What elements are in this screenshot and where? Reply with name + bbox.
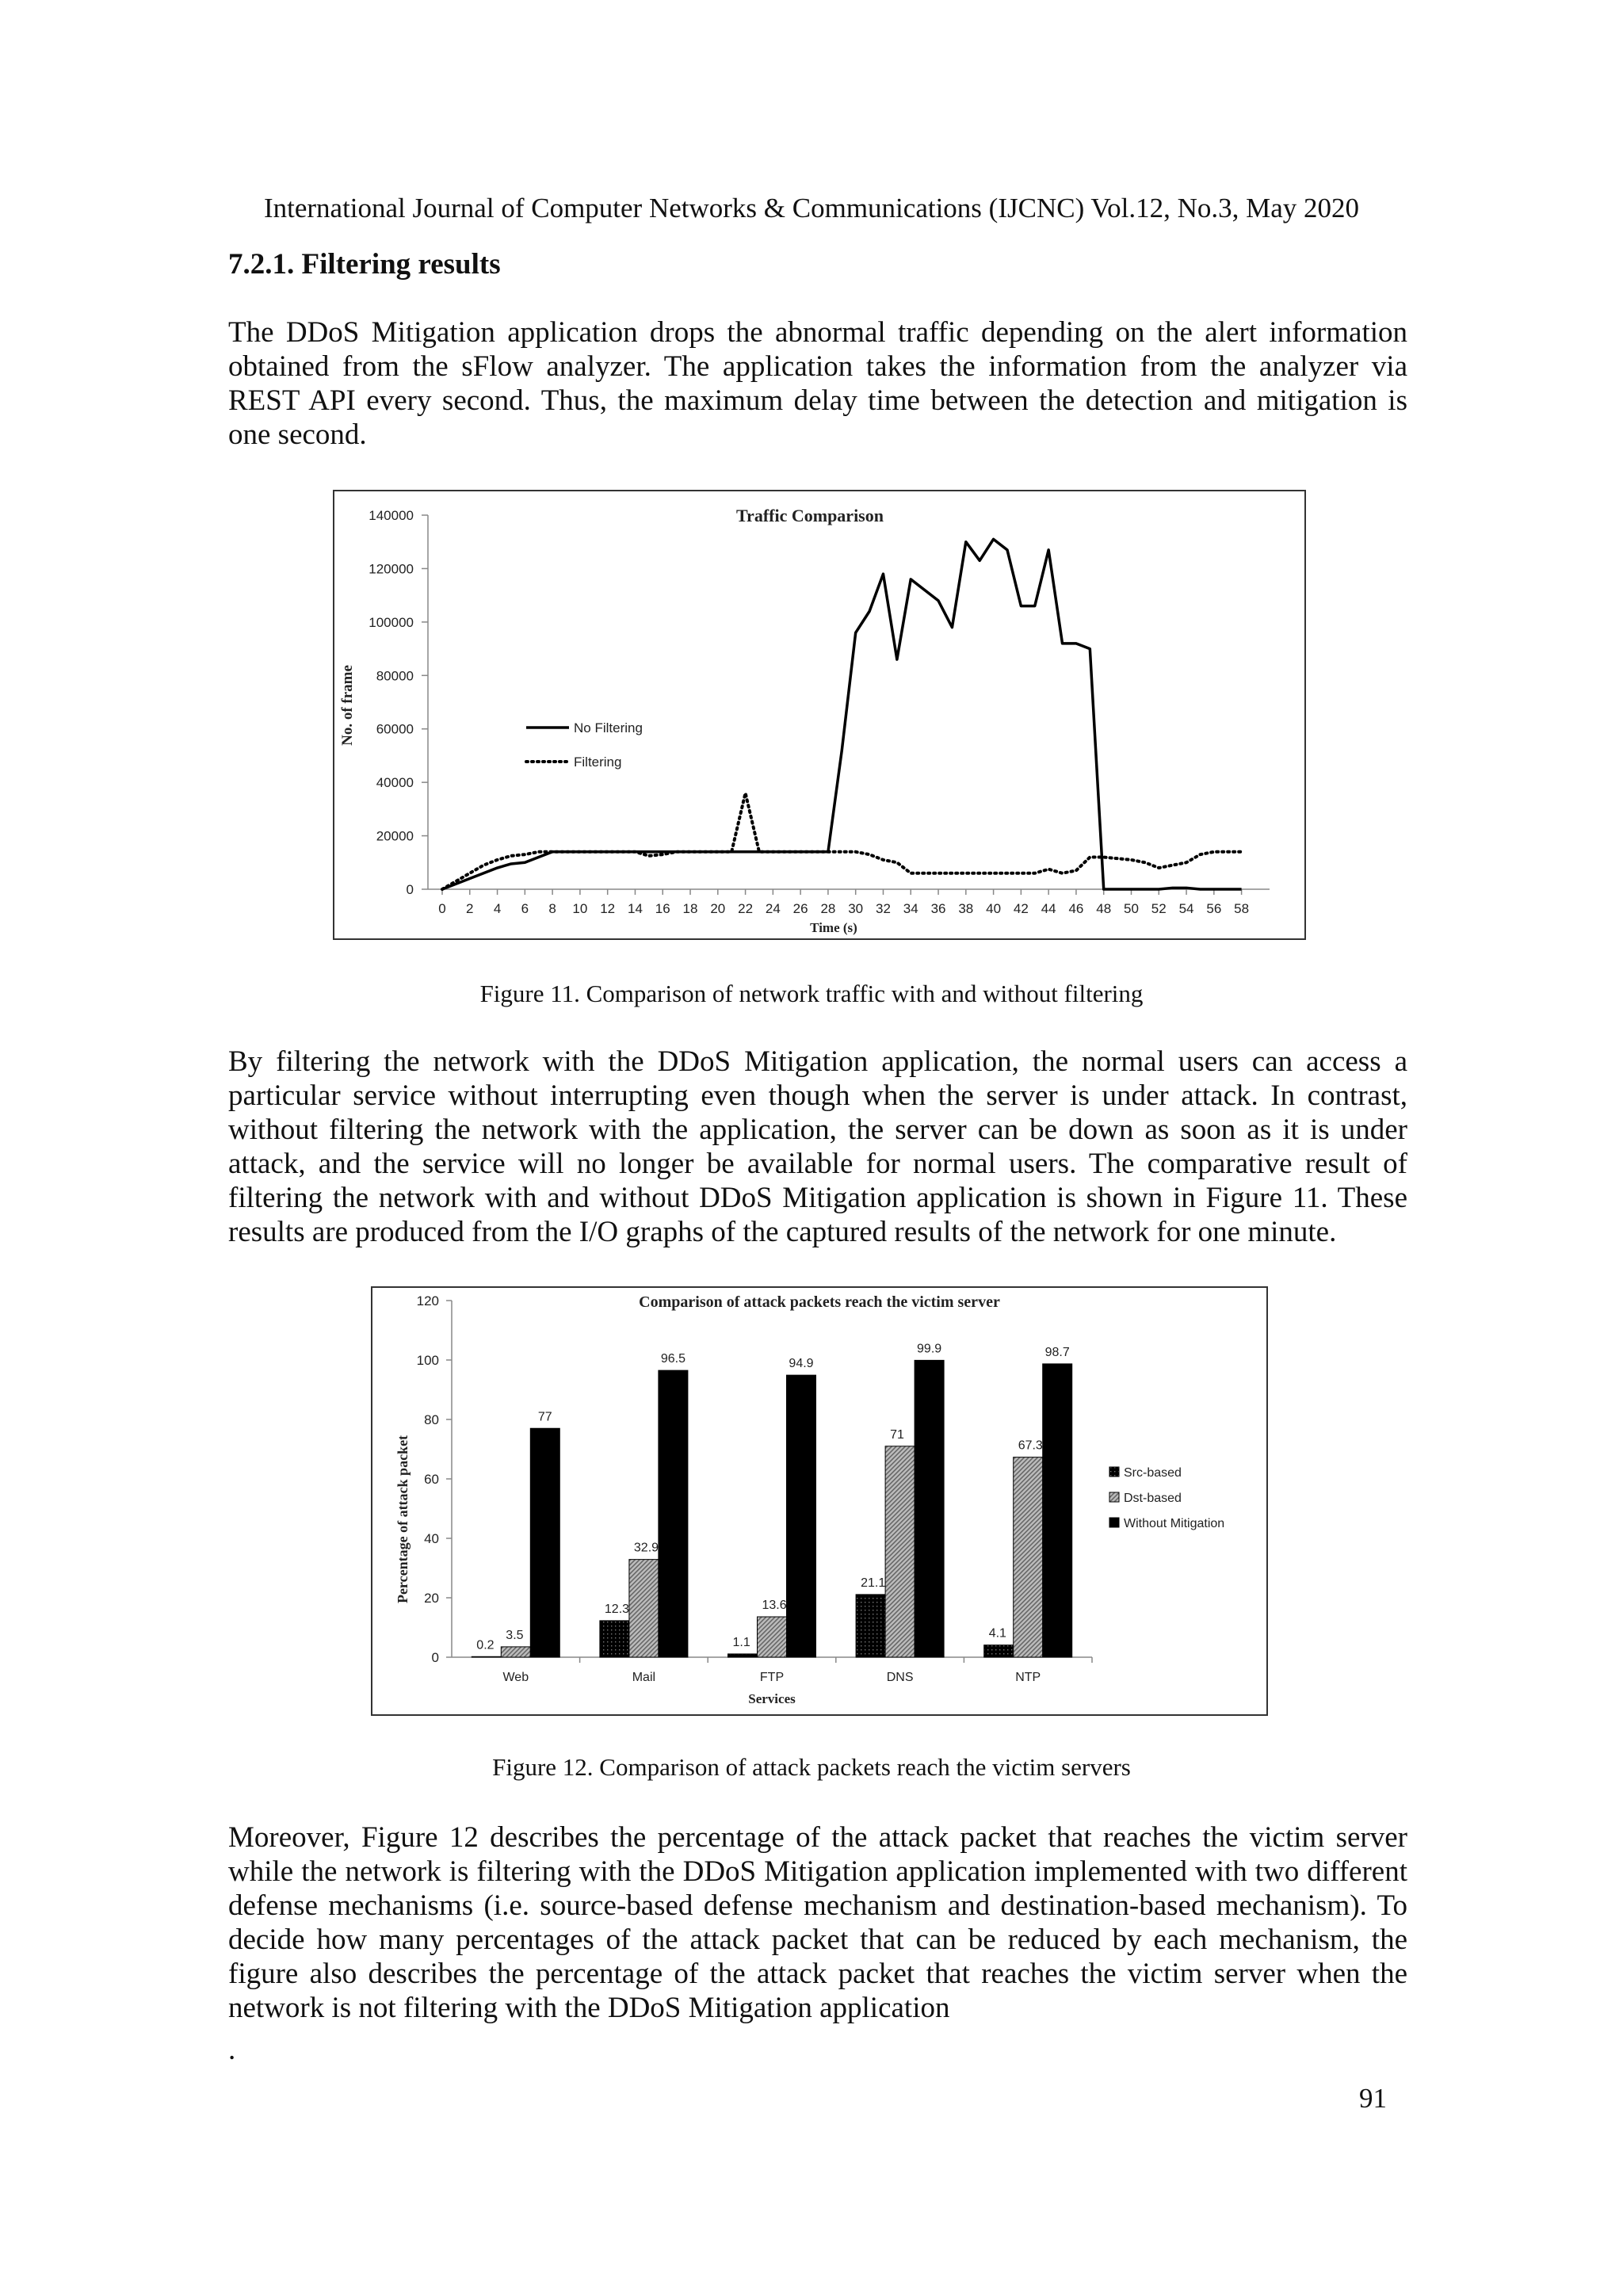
data-label: 4.1 bbox=[988, 1626, 1006, 1641]
data-label: 1.1 bbox=[732, 1635, 750, 1649]
data-label: 67.3 bbox=[1018, 1438, 1043, 1453]
filtering-series-line bbox=[442, 793, 1242, 889]
x-tick-label: 50 bbox=[1124, 901, 1139, 916]
figure-12-caption: Figure 12. Comparison of attack packets reach the victim servers bbox=[492, 1753, 1131, 1781]
x-tick-label: 18 bbox=[682, 901, 698, 916]
y-axis-title: No. of frame bbox=[339, 665, 356, 746]
y-tick-label: 60000 bbox=[376, 721, 414, 737]
y-tick-label: 140000 bbox=[369, 508, 414, 523]
data-label: 99.9 bbox=[917, 1342, 942, 1356]
y-tick-label: 80000 bbox=[376, 668, 414, 684]
bar-dst-based bbox=[758, 1617, 787, 1657]
y-axis-title: Percentage of attack packet bbox=[395, 1435, 411, 1604]
y-tick-label: 100 bbox=[416, 1353, 439, 1368]
y-tick-label: 60 bbox=[424, 1472, 439, 1487]
y-tick-label: 80 bbox=[424, 1412, 439, 1427]
chart-title: Comparison of attack packets reach the victim server bbox=[639, 1293, 1000, 1311]
attack-packets-chart bbox=[372, 1288, 1266, 1714]
trailing-dot: . bbox=[228, 2034, 236, 2066]
x-tick-label: 44 bbox=[1041, 901, 1056, 916]
data-label: 0.2 bbox=[476, 1638, 495, 1652]
y-tick-label: 40000 bbox=[376, 775, 414, 791]
data-label: 12.3 bbox=[604, 1602, 630, 1616]
x-tick-label: 28 bbox=[820, 901, 836, 916]
legend-label: Filtering bbox=[574, 755, 622, 770]
data-label: 3.5 bbox=[506, 1628, 524, 1642]
x-axis-title: Services bbox=[748, 1691, 796, 1706]
bar-src-based bbox=[856, 1595, 885, 1657]
figure-11 bbox=[333, 490, 1306, 940]
data-label: 13.6 bbox=[762, 1599, 787, 1612]
x-tick-label: 46 bbox=[1068, 901, 1084, 916]
x-tick-label: 52 bbox=[1151, 901, 1167, 916]
x-tick-label: 24 bbox=[765, 901, 781, 916]
bar-without-mitigation bbox=[915, 1360, 944, 1657]
x-tick-label: 12 bbox=[600, 901, 616, 916]
y-tick-label: 120000 bbox=[369, 561, 414, 577]
figure-12 bbox=[371, 1286, 1268, 1716]
x-tick-label: 22 bbox=[738, 901, 754, 916]
legend-label: Without Mitigation bbox=[1124, 1517, 1225, 1530]
no-filtering-series-line bbox=[442, 539, 1242, 889]
section-heading: 7.2.1. Filtering results bbox=[228, 248, 501, 281]
data-label: 94.9 bbox=[789, 1357, 814, 1371]
legend-label: Src-based bbox=[1124, 1466, 1182, 1480]
legend-swatch bbox=[1109, 1518, 1119, 1527]
bar-without-mitigation bbox=[1043, 1364, 1072, 1657]
x-tick-label: 10 bbox=[572, 901, 588, 916]
bar-without-mitigation bbox=[659, 1370, 688, 1657]
data-label: 98.7 bbox=[1044, 1345, 1070, 1359]
paragraph-3: Moreover, Figure 12 describes the percentage of the attack packet that reaches the victim server while the network is filtering with the DDoS Mitigation application implemented with two different defense mechanisms (i.e. source-based defense mechanism and destination-based mechanism). To decide how many percentages of the attack packet that can be reduced by each mechanism, the figure also describes the percentage of the attack packet that reaches the victim server when the network is not filtering with the DDoS Mitigation application bbox=[228, 1821, 1407, 2024]
x-tick-label: 2 bbox=[466, 901, 474, 916]
data-label: 77 bbox=[537, 1410, 552, 1424]
bar-dst-based bbox=[629, 1560, 659, 1657]
data-label: 21.1 bbox=[861, 1576, 886, 1590]
bar-dst-based bbox=[885, 1446, 915, 1657]
x-tick-label: 8 bbox=[548, 901, 556, 916]
bar-dst-based bbox=[1014, 1457, 1043, 1657]
data-label: 32.9 bbox=[633, 1541, 659, 1555]
x-tick-label: 36 bbox=[930, 901, 946, 916]
y-tick-label: 100000 bbox=[369, 614, 414, 630]
x-tick-label: NTP bbox=[1015, 1671, 1041, 1684]
y-tick-label: 40 bbox=[424, 1531, 439, 1546]
x-tick-label: 0 bbox=[438, 901, 446, 916]
x-tick-label: 38 bbox=[958, 901, 974, 916]
legend-label: Dst-based bbox=[1124, 1492, 1182, 1505]
y-tick-label: 120 bbox=[416, 1293, 439, 1308]
bar-without-mitigation bbox=[787, 1375, 816, 1657]
x-tick-label: 16 bbox=[655, 901, 670, 916]
y-tick-label: 20 bbox=[424, 1591, 439, 1606]
x-tick-label: 48 bbox=[1096, 901, 1112, 916]
journal-header: International Journal of Computer Networks & Communications (IJCNC) Vol.12, No.3, May 2020 bbox=[263, 193, 1360, 223]
x-tick-label: 20 bbox=[710, 901, 726, 916]
x-tick-label: 6 bbox=[521, 901, 529, 916]
x-axis-title: Time (s) bbox=[810, 920, 857, 935]
paragraph-1: The DDoS Mitigation application drops the abnormal traffic depending on the alert information obtained from the sFlow analyzer. The application takes the information from the analyzer via REST API every second. Thus, the maximum delay time between the detection and mitigation is one second. bbox=[228, 316, 1407, 451]
x-tick-label: 30 bbox=[848, 901, 864, 916]
x-tick-label: 56 bbox=[1206, 901, 1222, 916]
x-tick-label: 54 bbox=[1178, 901, 1194, 916]
x-tick-label: 42 bbox=[1013, 901, 1029, 916]
x-tick-label: Mail bbox=[632, 1671, 656, 1684]
legend-swatch bbox=[1109, 1492, 1119, 1502]
paragraph-2: By filtering the network with the DDoS Mitigation application, the normal users can access a particular service without interrupting even though when the server is under attack. In contrast, without filtering the network with the application, the server can be down as soon as it is under attack, and the service will no longer be available for normal users. The comparative result of filtering the network with and without DDoS Mitigation application is shown in Figure 11. These results are produced from the I/O graphs of the captured results of the network for one minute. bbox=[228, 1045, 1407, 1248]
y-tick-label: 0 bbox=[431, 1650, 439, 1665]
bar-dst-based bbox=[501, 1647, 530, 1657]
bar-src-based bbox=[728, 1654, 758, 1657]
x-tick-label: 26 bbox=[792, 901, 808, 916]
data-label: 96.5 bbox=[660, 1352, 685, 1366]
legend-swatch bbox=[1109, 1467, 1119, 1477]
bar-src-based bbox=[472, 1656, 501, 1657]
figure-11-caption: Figure 11. Comparison of network traffic with and without filtering bbox=[479, 980, 1144, 1007]
x-tick-label: 32 bbox=[876, 901, 891, 916]
x-tick-label: 58 bbox=[1234, 901, 1250, 916]
x-tick-label: FTP bbox=[759, 1671, 785, 1684]
bar-src-based bbox=[984, 1645, 1014, 1657]
y-tick-label: 0 bbox=[406, 882, 414, 897]
traffic-comparison-chart bbox=[334, 491, 1304, 938]
legend-label: No Filtering bbox=[574, 720, 643, 735]
bar-src-based bbox=[600, 1621, 629, 1657]
x-tick-label: DNS bbox=[886, 1671, 914, 1684]
page-number: 91 bbox=[1359, 2083, 1387, 2114]
x-tick-label: 40 bbox=[986, 901, 1002, 916]
x-tick-label: 14 bbox=[627, 901, 643, 916]
x-tick-label: 34 bbox=[903, 901, 918, 916]
x-tick-label: Web bbox=[502, 1671, 529, 1684]
x-tick-label: 4 bbox=[493, 901, 502, 916]
data-label: 71 bbox=[890, 1427, 904, 1442]
chart-title: Traffic Comparison bbox=[736, 506, 884, 525]
bar-without-mitigation bbox=[530, 1428, 559, 1657]
y-tick-label: 20000 bbox=[376, 828, 414, 844]
